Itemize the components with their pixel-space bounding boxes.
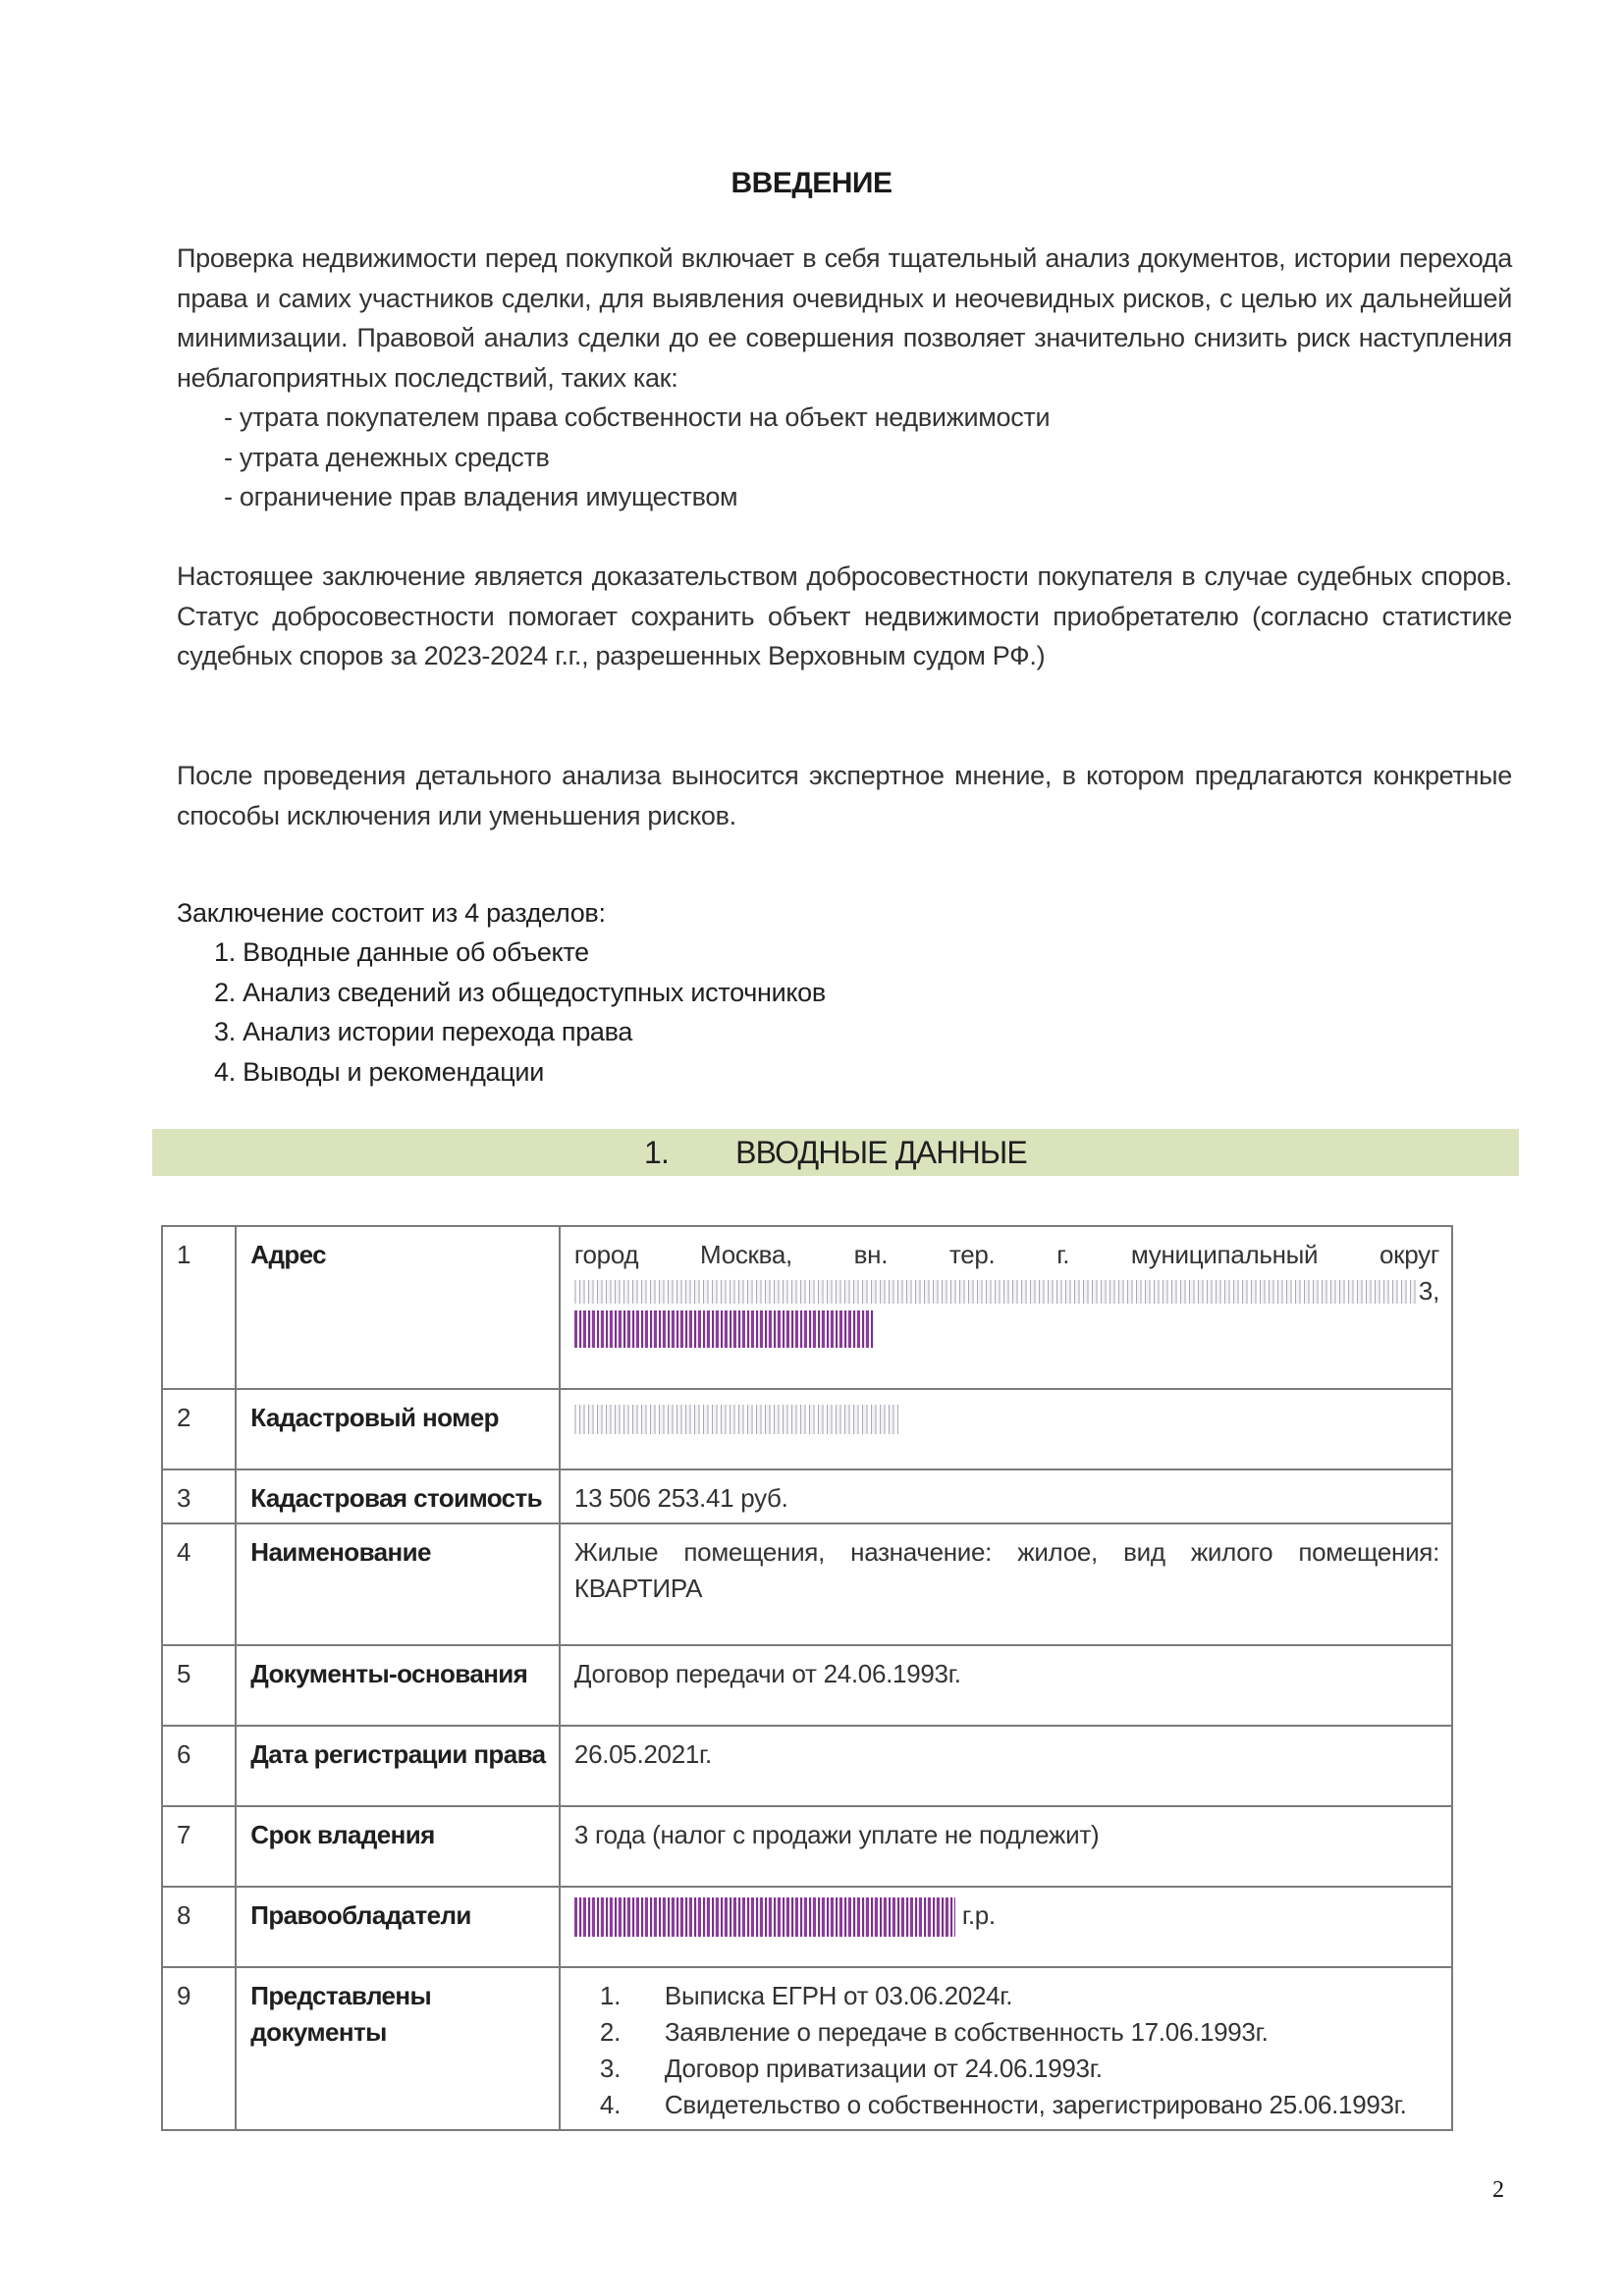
redaction-block [574,1310,874,1348]
row-label: Срок владения [236,1806,560,1887]
intro-paragraph-1: Проверка недвижимости перед покупкой включает в себя тщательный анализ документов, истории перехода права и самих участников сделки, для выявления очевидных и неочевидных рисков, с целью их дальнейшей минимизации. Правовой анализ сделки до ее совершения позволяет значительно снизить риск наступления неблагоприятных последствий, таких как: [177,243,1512,393]
section-list-item: 2. Анализ сведений из общедоступных источников [214,977,826,1007]
table-row [162,1806,1452,1887]
row-label: Наименование [236,1523,560,1645]
registration-date-value: 26.05.2021г. [560,1726,1452,1806]
document-item: 3. Договор приватизации от 24.06.1993г. [599,2054,1103,2083]
table-row [162,1469,1452,1523]
row-label: Адрес [236,1226,560,1389]
basis-documents-value: Договор передачи от 24.06.1993г. [560,1645,1452,1726]
page-number: 2 [1492,2177,1504,2203]
row-number: 2 [162,1389,236,1469]
table-row [162,1523,1452,1645]
ownership-term-value: 3 года (налог с продажи уплате не подлежит) [560,1806,1452,1887]
redaction-block [574,1405,898,1434]
row-number: 6 [162,1726,236,1806]
sections-list [214,933,826,1092]
table-row [162,1389,1452,1469]
row-number: 3 [162,1469,236,1523]
risk-item: - ограничение прав владения имуществом [224,482,738,511]
row-label: Дата регистрации права [236,1726,560,1806]
row-number: 5 [162,1645,236,1726]
row-label: Представлены документы [236,1967,560,2130]
row-number: 7 [162,1806,236,1887]
row-number: 8 [162,1887,236,1967]
redacted-address: 3, [574,1273,1439,1309]
intro-paragraph-3: После проведения детального анализа выносится экспертное мнение, в котором предлагаются конкретные способы исключения или уменьшения рисков. [177,761,1512,830]
cadastral-number-value [560,1389,1452,1469]
row-label: Правообладатели [236,1887,560,1967]
documents-list [574,1978,1439,2123]
name-value: Жилые помещения, назначение: жилое, вид жилого помещения: КВАРТИРА [560,1523,1452,1645]
intro-paragraph-2: Настоящее заключение является доказательством добросовестности покупателя в случае судебных споров. Статус добросовестности помогает сохранить объект недвижимости приобретателю (согласно статистике судебных споров за 2023-2024 г.г., разрешенных Верховным судом РФ.) [177,561,1512,670]
table-row [162,1645,1452,1726]
table-row [162,1226,1452,1389]
row-label: Кадастровый номер [236,1389,560,1469]
section-list-item: 4. Выводы и рекомендации [214,1056,544,1087]
sections-intro: Заключение состоит из 4 разделов: [177,898,606,928]
section-heading-bar [152,1129,1519,1176]
redaction-block [574,1280,1419,1304]
document-item: 2. Заявление о передаче в собственность 17.06.1993г. [599,2017,1269,2047]
submitted-documents-value [560,1967,1452,2130]
document-item: 1. Выписка ЕГРН от 03.06.2024г. [599,1981,1013,2010]
section-list-item: 1. Вводные данные об объекте [214,937,589,967]
page-title: ВВЕДЕНИЕ [730,167,893,199]
row-label: Кадастровая стоимость [236,1469,560,1523]
object-data-table [161,1225,1453,2131]
row-number: 4 [162,1523,236,1645]
section-number: 1. [644,1134,670,1170]
table-row [162,1967,1452,2130]
address-value: город Москва, вн. тер. г. муниципальный округ 3, [560,1226,1452,1389]
row-number: 9 [162,1967,236,2130]
section-list-item: 3. Анализ истории перехода права [214,1017,633,1046]
cadastral-value: 13 506 253.41 руб. [560,1469,1452,1523]
table-row [162,1726,1452,1806]
row-label: Документы-основания [236,1645,560,1726]
section-title: ВВОДНЫЕ ДАННЫЕ [735,1134,1027,1170]
row-number: 1 [162,1226,236,1389]
risk-item: - утрата покупателем права собственности на объект недвижимости [224,402,1051,432]
risk-list [224,398,1050,517]
owners-value: г.р. [560,1887,1452,1967]
risk-item: - утрата денежных средств [224,442,550,472]
redaction-block [574,1897,955,1937]
document-item: 4. Свидетельство о собственности, зарегистрировано 25.06.1993г. [599,2090,1407,2119]
table-row [162,1887,1452,1967]
